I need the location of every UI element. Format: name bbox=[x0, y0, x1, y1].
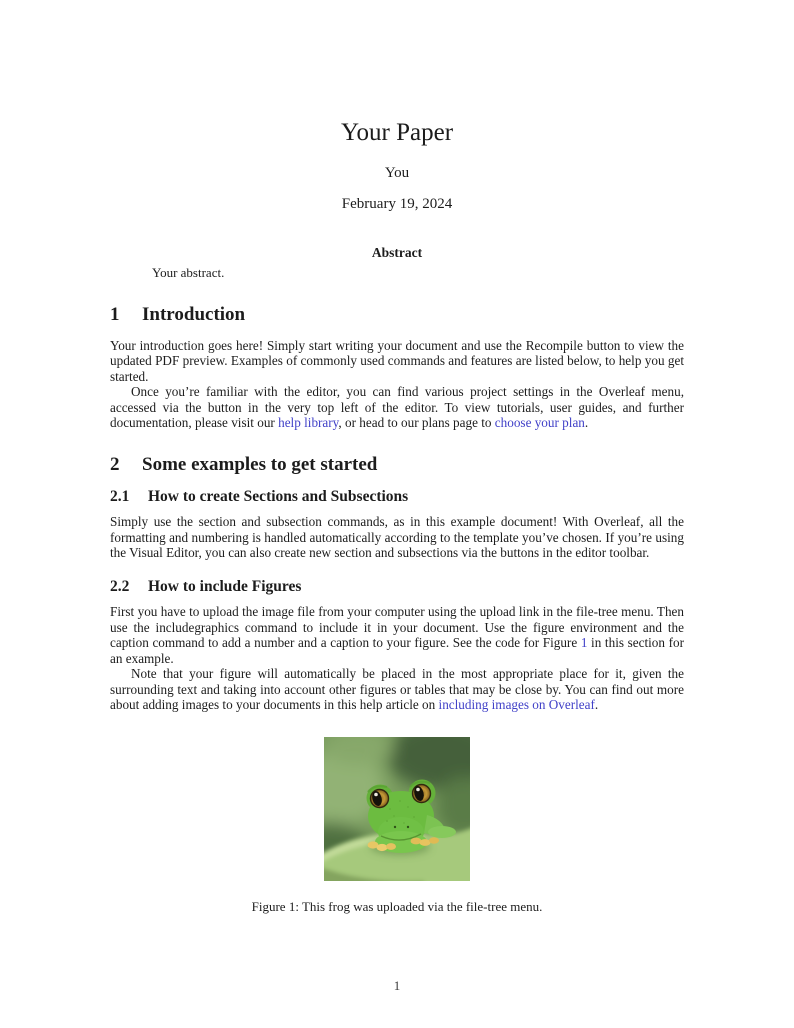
abstract-heading: Abstract bbox=[371, 245, 423, 260]
paragraph-text: in this section for an example. bbox=[110, 635, 684, 666]
choose-your-plan-link[interactable]: choose your plan bbox=[494, 415, 585, 430]
paragraph-text: First you have to upload the image file from your computer using the upload link in the file-tree menu. Then use the includegraphics command to include it in your document. Use the figure environment and the caption command to add a number and a caption to your figure. See the code for Figure bbox=[110, 604, 684, 650]
sections-paragraph: Simply use the section and subsection commands, as in this example document! With Overleaf, all the formatting and numbering is handled automatically according to the template you’ve chosen. If you’re using the Visual Editor, you can also create new section and subsections via the buttons in the editor toolbar. bbox=[110, 514, 684, 560]
section-heading-introduction bbox=[110, 305, 684, 324]
paragraph-text: . bbox=[584, 415, 589, 430]
section-number: 1 bbox=[110, 303, 120, 325]
section-title: Some examples to get started bbox=[142, 453, 378, 475]
paragraph-text: , or head to our plans page to bbox=[338, 415, 495, 430]
subsection-number: 2.2 bbox=[110, 577, 130, 595]
figures-paragraph-1 bbox=[110, 604, 684, 666]
figure-caption: Figure 1: This frog was uploaded via the file-tree menu. bbox=[251, 898, 543, 914]
subsection-title: How to create Sections and Subsections bbox=[148, 487, 409, 505]
paper-author: You bbox=[384, 165, 410, 181]
figure-1 bbox=[110, 737, 684, 886]
section-number: 2 bbox=[110, 453, 120, 475]
paper-date: February 19, 2024 bbox=[341, 196, 453, 212]
subsection-number: 2.1 bbox=[110, 487, 130, 505]
figure-1-ref-link[interactable]: 1 bbox=[580, 635, 588, 650]
paragraph-text: Once you’re familiar with the editor, you can find various project settings in the Overleaf menu, accessed via the button in the very top left of the editor. To view tutorials, user guides, and further documentation, please visit our bbox=[110, 384, 684, 430]
section-heading-examples bbox=[110, 455, 684, 474]
frog-image bbox=[324, 737, 470, 881]
page-content bbox=[0, 118, 794, 914]
page-number: 1 bbox=[393, 978, 401, 993]
subsection-heading-sections bbox=[110, 489, 684, 505]
subsection-title: How to include Figures bbox=[148, 577, 302, 595]
paper-title: Your Paper bbox=[340, 119, 454, 146]
help-library-link[interactable]: help library bbox=[278, 415, 339, 430]
including-images-link[interactable]: including images on Overleaf bbox=[438, 697, 595, 712]
paragraph-text: . bbox=[594, 697, 599, 712]
section-title: Introduction bbox=[142, 303, 246, 325]
subsection-heading-figures bbox=[110, 579, 684, 595]
figures-paragraph-2 bbox=[110, 666, 684, 713]
abstract-body: Your abstract. bbox=[152, 265, 225, 280]
intro-paragraph-2 bbox=[110, 384, 684, 431]
intro-paragraph-1: Your introduction goes here! Simply start writing your document and use the Recompile button to view the updated PDF preview. Examples of commonly used commands and features are listed below, to help you get started. bbox=[110, 337, 684, 384]
paragraph-text: Note that your figure will automatically be placed in the most appropriate place for it, given the surrounding text and taking into account other figures or tables that may be close by. You can find out more about adding images to your documents in this help article on bbox=[110, 666, 684, 712]
